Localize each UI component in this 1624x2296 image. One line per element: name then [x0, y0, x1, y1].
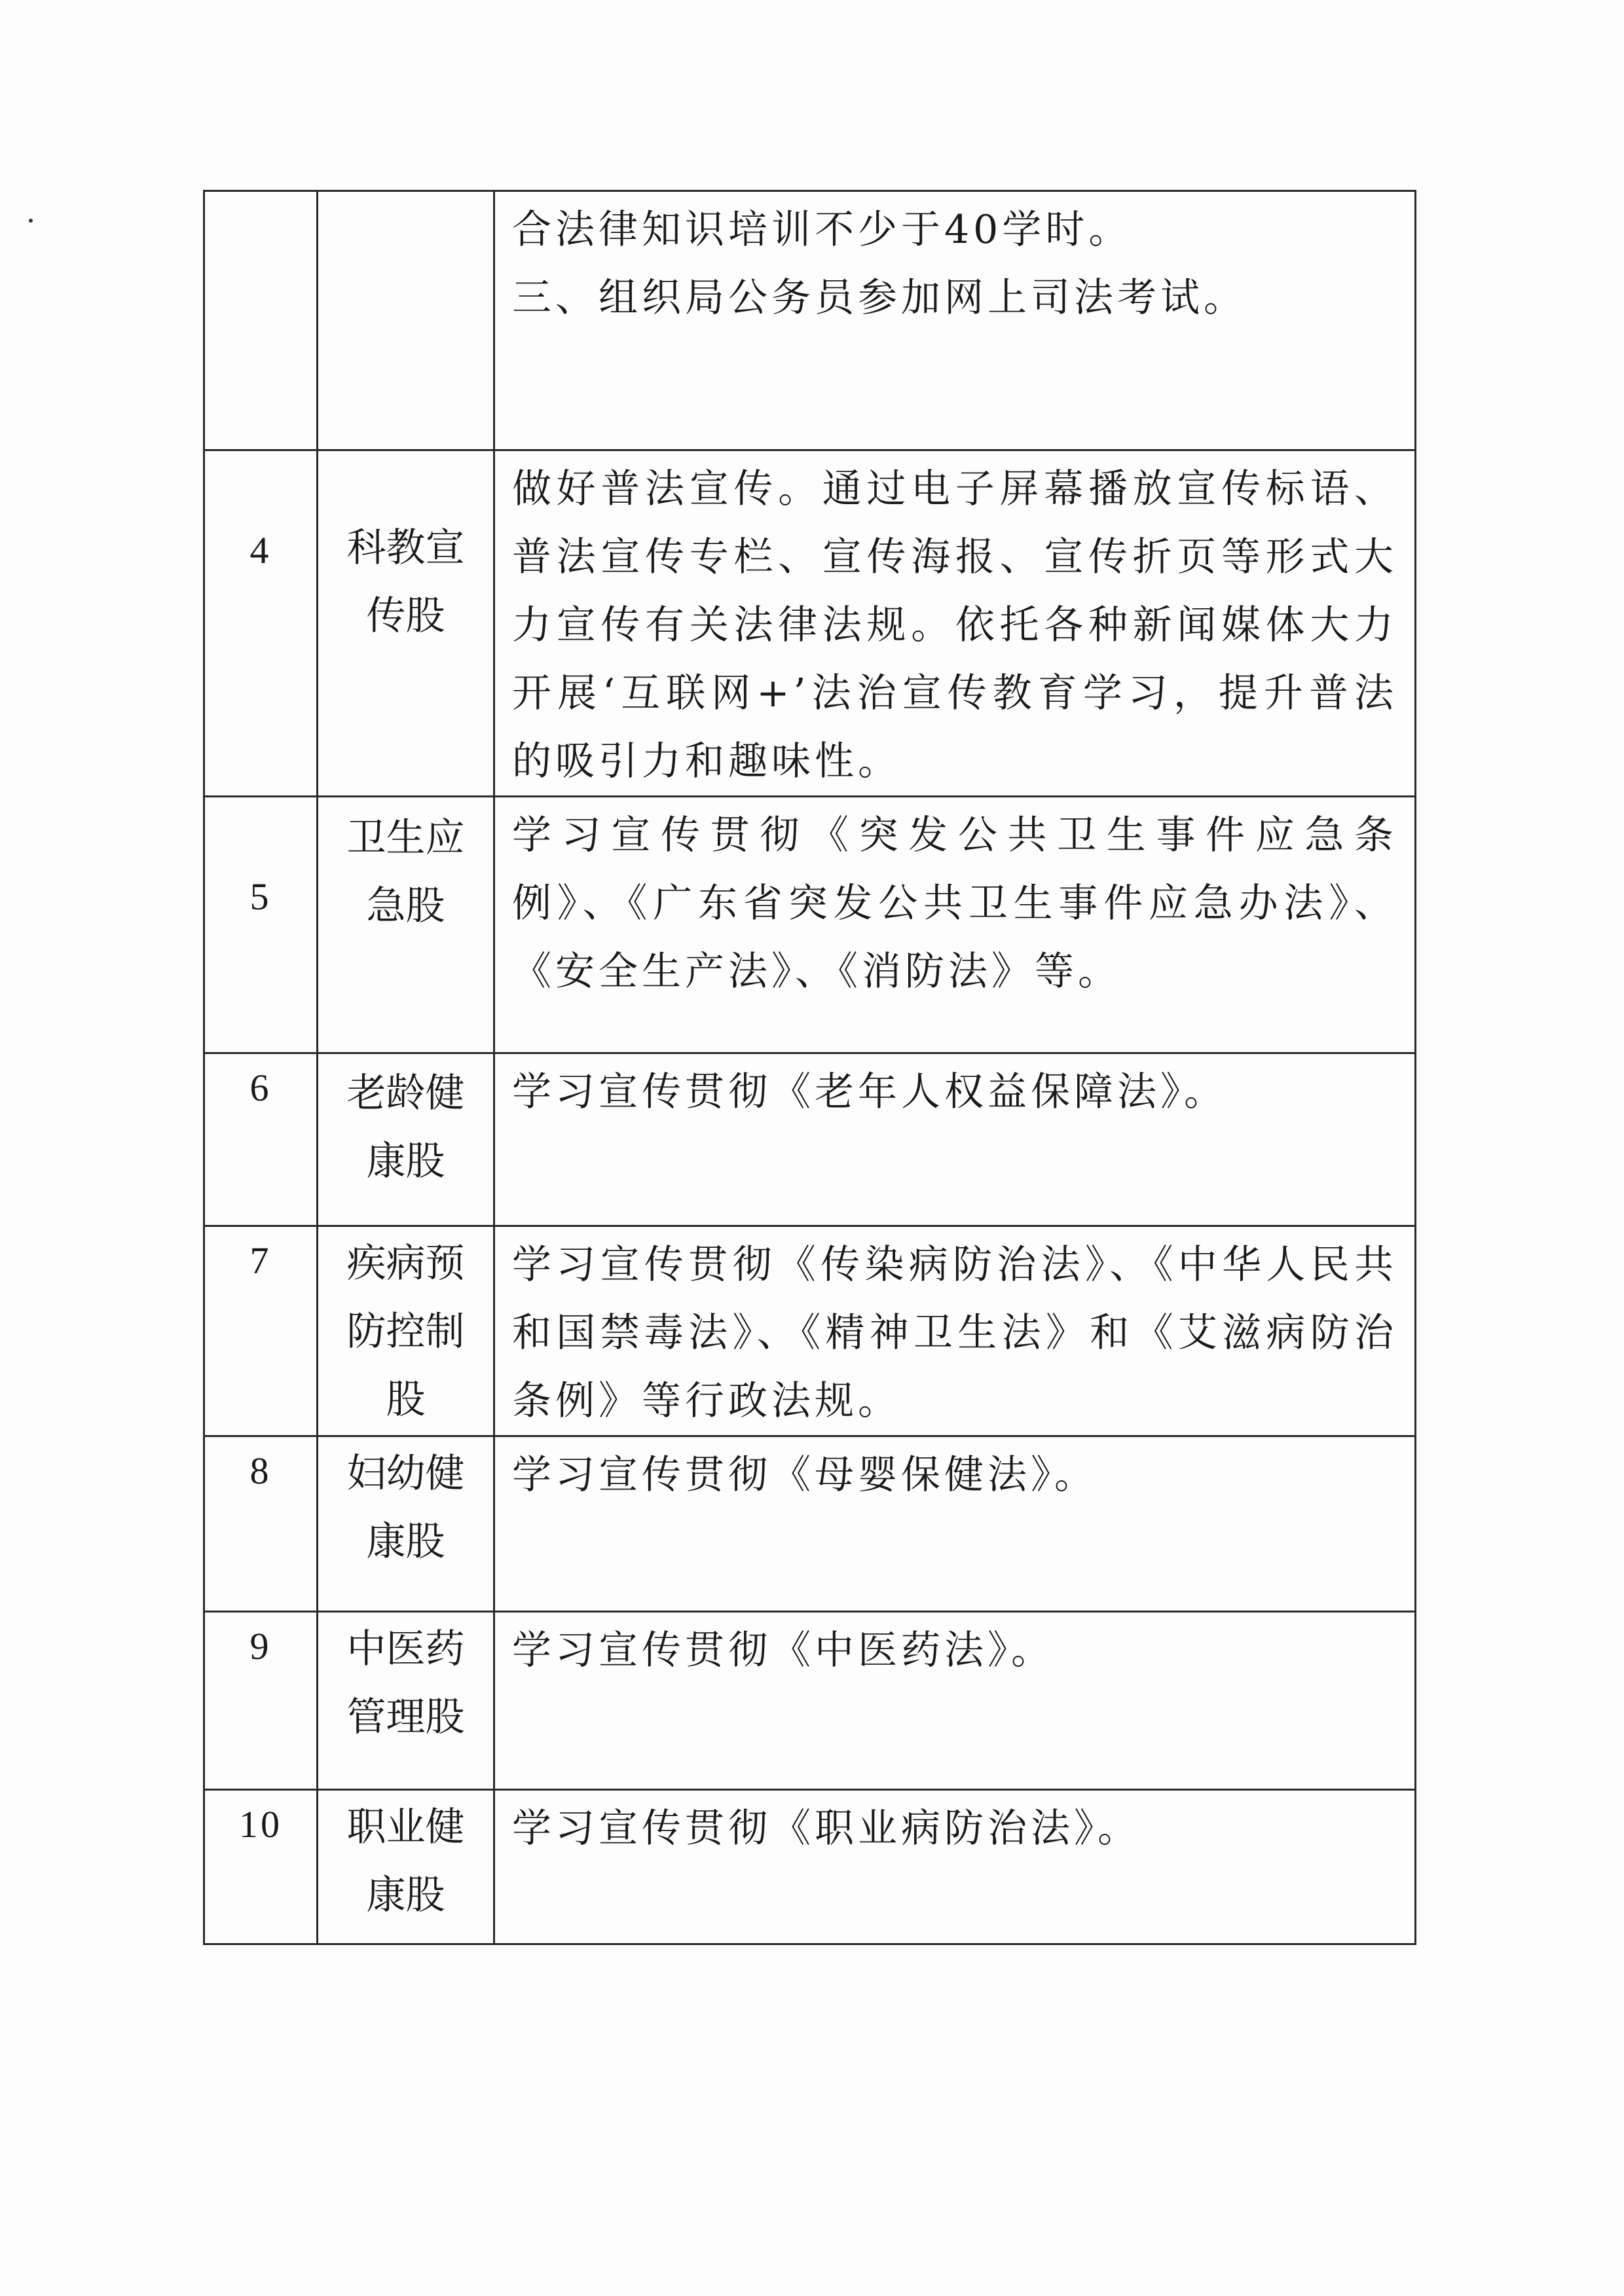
- table-row: [204, 191, 1416, 450]
- department-cell: 妇幼健康股: [318, 1436, 494, 1612]
- row-number-cell: 10: [204, 1790, 318, 1944]
- content-line: 做好普法宣传。通过电子屏幕播放宣传标语、普法宣传专栏、宣传海报、宣传折页等形式大力宣传有关法律法规。依托各种新闻媒体大力开展‘互联网+’法治宣传教育学习，提升普法的吸引力和趣味性。: [512, 466, 1397, 784]
- task-table: [203, 190, 1416, 1945]
- content-line: 三、组织局公务员参加网上司法考试。: [512, 275, 1247, 321]
- department-cell: 职业健康股: [318, 1790, 494, 1944]
- content-cell: [494, 1612, 1416, 1790]
- department-cell: 中医药管理股: [318, 1612, 494, 1790]
- row-number-cell: 4: [204, 450, 318, 797]
- table-row: [204, 1226, 1416, 1436]
- content-line: 学习宣传贯彻《中医药法》。: [512, 1628, 1054, 1673]
- table-row: [204, 1053, 1416, 1226]
- content-line: 合法律知识培训不少于40学时。: [512, 207, 1132, 253]
- content-line: 学习宣传贯彻《母婴保健法》。: [512, 1452, 1098, 1498]
- content-cell: [494, 1436, 1416, 1612]
- content-cell: [494, 797, 1416, 1053]
- table-row: [204, 1612, 1416, 1790]
- content-line: 学习宣传贯彻《突发公共卫生事件应急条例》、《广东省突发公共卫生事件应急办法》、《安全生产法》、《消防法》等。: [512, 812, 1397, 994]
- department-cell: 科教宣传股: [318, 450, 494, 797]
- table-row: [204, 797, 1416, 1053]
- row-number-cell: 9: [204, 1612, 318, 1790]
- table-row: [204, 1436, 1416, 1612]
- row-number-cell: [204, 191, 318, 450]
- content-cell: [494, 191, 1416, 450]
- content-cell: [494, 1053, 1416, 1226]
- table-row: [204, 450, 1416, 797]
- department-cell: 疾病预防控制股: [318, 1226, 494, 1436]
- department-cell: [318, 191, 494, 450]
- row-number-cell: 7: [204, 1226, 318, 1436]
- content-line: 学习宣传贯彻《传染病防治法》、《中华人民共和国禁毒法》、《精神卫生法》和《艾滋病防治条例》等行政法规。: [512, 1242, 1397, 1424]
- row-number-cell: 8: [204, 1436, 318, 1612]
- table-row: [204, 1790, 1416, 1944]
- department-cell: 卫生应急股: [318, 797, 494, 1053]
- content-cell: [494, 1790, 1416, 1944]
- row-number-cell: 5: [204, 797, 318, 1053]
- content-cell: [494, 1226, 1416, 1436]
- row-number-cell: 6: [204, 1053, 318, 1226]
- content-line: 学习宣传贯彻《职业病防治法》。: [512, 1806, 1141, 1851]
- content-line: 学习宣传贯彻《老年人权益保障法》。: [512, 1069, 1227, 1115]
- content-cell: [494, 450, 1416, 797]
- department-cell: 老龄健康股: [318, 1053, 494, 1226]
- scan-speck: [29, 219, 33, 223]
